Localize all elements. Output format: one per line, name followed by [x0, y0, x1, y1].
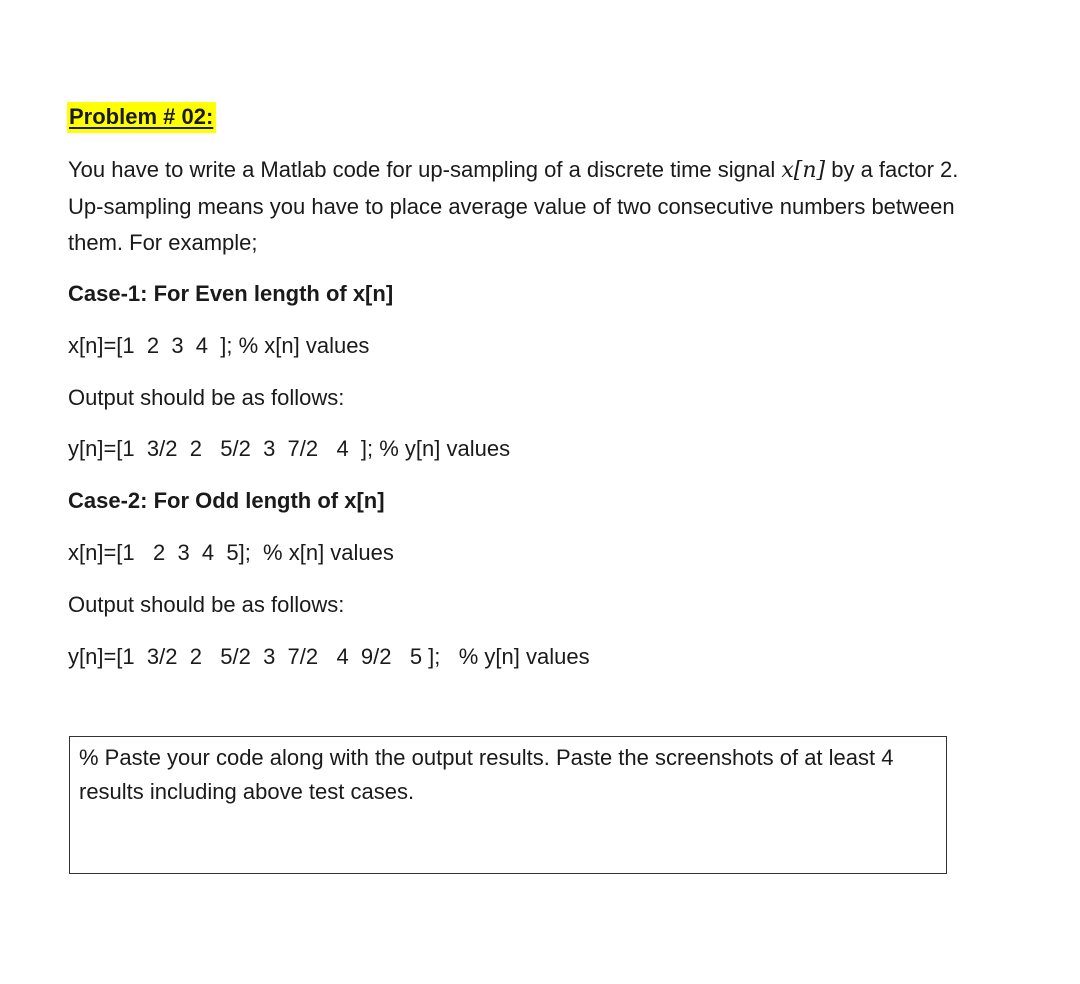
intro-text-end: by a factor 2. Up-sampling means you have to place average value of two consecutive numbers between them. For example; [68, 157, 959, 255]
case2-output: y[n]=[1 3/2 2 5/2 3 7/2 4 9/2 5 ]; % y[n] values [68, 644, 590, 669]
answer-box[interactable] [69, 736, 947, 874]
case2-input: x[n]=[1 2 3 4 5]; % x[n] values [68, 540, 394, 565]
problem-description [68, 152, 988, 261]
answer-box-instructions: % Paste your code along with the output results. Paste the screenshots of at least 4 results including above test cases. [79, 745, 894, 804]
case1-output: y[n]=[1 3/2 2 5/2 3 7/2 4 ]; % y[n] values [68, 436, 511, 461]
signal-symbol: x[n] [781, 158, 826, 183]
case1-input: x[n]=[1 2 3 4 ]; % x[n] values [68, 333, 370, 358]
case2-output-label: Output should be as follows: [68, 592, 345, 617]
case2-title: Case-2: For Odd length of x[n] [68, 488, 385, 513]
problem-heading: Problem # 02: [67, 102, 216, 133]
intro-text-start: You have to write a Matlab code for up-sampling of a discrete time signal [68, 157, 782, 182]
case1-title: Case-1: For Even length of x[n] [68, 281, 394, 306]
case1-output-label: Output should be as follows: [68, 385, 345, 410]
